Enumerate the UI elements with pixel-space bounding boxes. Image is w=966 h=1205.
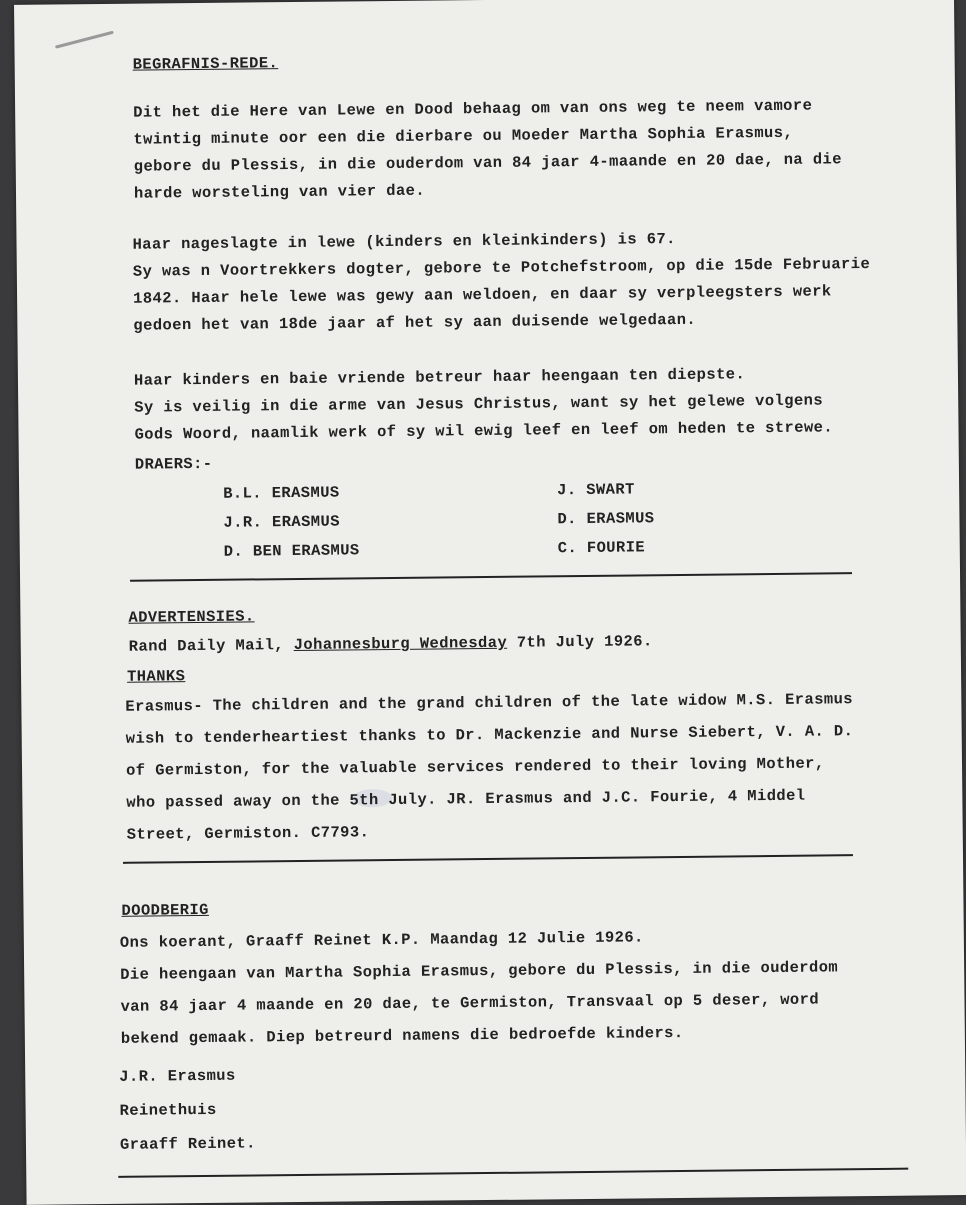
thanks-line: wish to tenderheartiest thanks to Dr. Mackenzie and Nurse Siebert, V. A. D. — [125, 722, 854, 748]
signature-line: Graaff Reinet. — [119, 1134, 256, 1154]
funeral-para1-line: twintig minute oor een die dierbare ou Moeder Martha Sophia Erasmus, — [133, 123, 794, 149]
staple — [55, 31, 114, 49]
adverts-source-city: Johannesburg Wednesday — [293, 633, 508, 655]
funeral-para2-line: gedoen het van 18de jaar af het sy aan duisende welgedaan. — [133, 310, 697, 335]
funeral-heading: BEGRAFNIS-REDE. — [132, 54, 279, 74]
document-page — [14, 0, 966, 1205]
bearer-name: C. FOURIE — [557, 538, 646, 558]
funeral-para1-line: gebore du Plessis, in die ouderdom van 84 jaar 4-maande en 20 dae, na die — [133, 150, 843, 176]
funeral-para1-line: Dit het die Here van Lewe en Dood behaag om van ons weg te neem vamore — [133, 96, 813, 122]
funeral-para3-line: Sy is veilig in die arme van Jesus Christus, want sy het gelewe volgens — [134, 391, 824, 417]
funeral-para2-line: Sy was n Voortrekkers dogter, gebore te Potchefstroom, op die 15de Februarie — [132, 254, 871, 281]
bearer-name: D. ERASMUS — [557, 509, 655, 529]
thanks-line: of Germiston, for the valuable services rendered to their loving Mother, — [125, 754, 825, 780]
adverts-source-date: 7th July 1926. — [507, 632, 653, 652]
signature-line: Reinethuis — [119, 1100, 217, 1120]
funeral-para3-line: Haar kinders en baie vriende betreur haar heengaan ten diepste. — [133, 365, 746, 390]
death-notice-line: bekend gemaak. Diep betreurd namens die bedroefde kinders. — [120, 1023, 684, 1048]
death-notice-line: Ons koerant, Graaff Reinet K.P. Maandag 12 Julie 1926. — [119, 928, 644, 952]
thanks-heading: THANKS — [126, 667, 186, 686]
thanks-line: Street, Germiston. C7793. — [126, 823, 370, 844]
adverts-source — [129, 632, 653, 655]
death-notice-heading: DOODBERIG — [121, 900, 209, 920]
funeral-para1-line: harde worsteling van vier dae. — [133, 181, 426, 203]
funeral-para3-line: Gods Woord, naamlik werk of sy wil ewig leef en leef om heden te strewe. — [134, 418, 834, 444]
bearers-label: DRAERS:- — [134, 454, 213, 474]
funeral-para2-line: 1842. Haar hele lewe was gewy aan weldoen, en daar sy verpleegsters werk — [133, 282, 832, 308]
adverts-source-prefix: Rand Daily Mail, — [128, 636, 294, 656]
section-divider — [118, 1168, 908, 1178]
bearer-name: B.L. ERASMUS — [223, 483, 340, 503]
section-divider — [130, 572, 852, 582]
adverts-heading: ADVERTENSIES. — [128, 607, 255, 627]
section-divider — [123, 854, 853, 864]
death-notice-line: Die heengaan van Martha Sophia Erasmus, gebore du Plessis, in die ouderdom — [120, 958, 839, 984]
thanks-line: who passed away on the 5th July. JR. Erasmus and J.C. Fourie, 4 Middel — [126, 786, 806, 812]
signature-line: J.R. Erasmus — [119, 1066, 236, 1086]
bearer-name: J.R. ERASMUS — [223, 512, 340, 532]
bearer-name: J. SWART — [557, 480, 635, 500]
thanks-line: Erasmus- The children and the grand children of the late widow M.S. Erasmus — [125, 690, 854, 716]
bearer-name: D. BEN ERASMUS — [223, 541, 360, 561]
death-notice-line: van 84 jaar 4 maande en 20 dae, te Germiston, Transvaal op 5 deser, word — [120, 990, 820, 1016]
funeral-para2-line: Haar nageslagte in lewe (kinders en kleinkinders) is 67. — [132, 230, 676, 254]
